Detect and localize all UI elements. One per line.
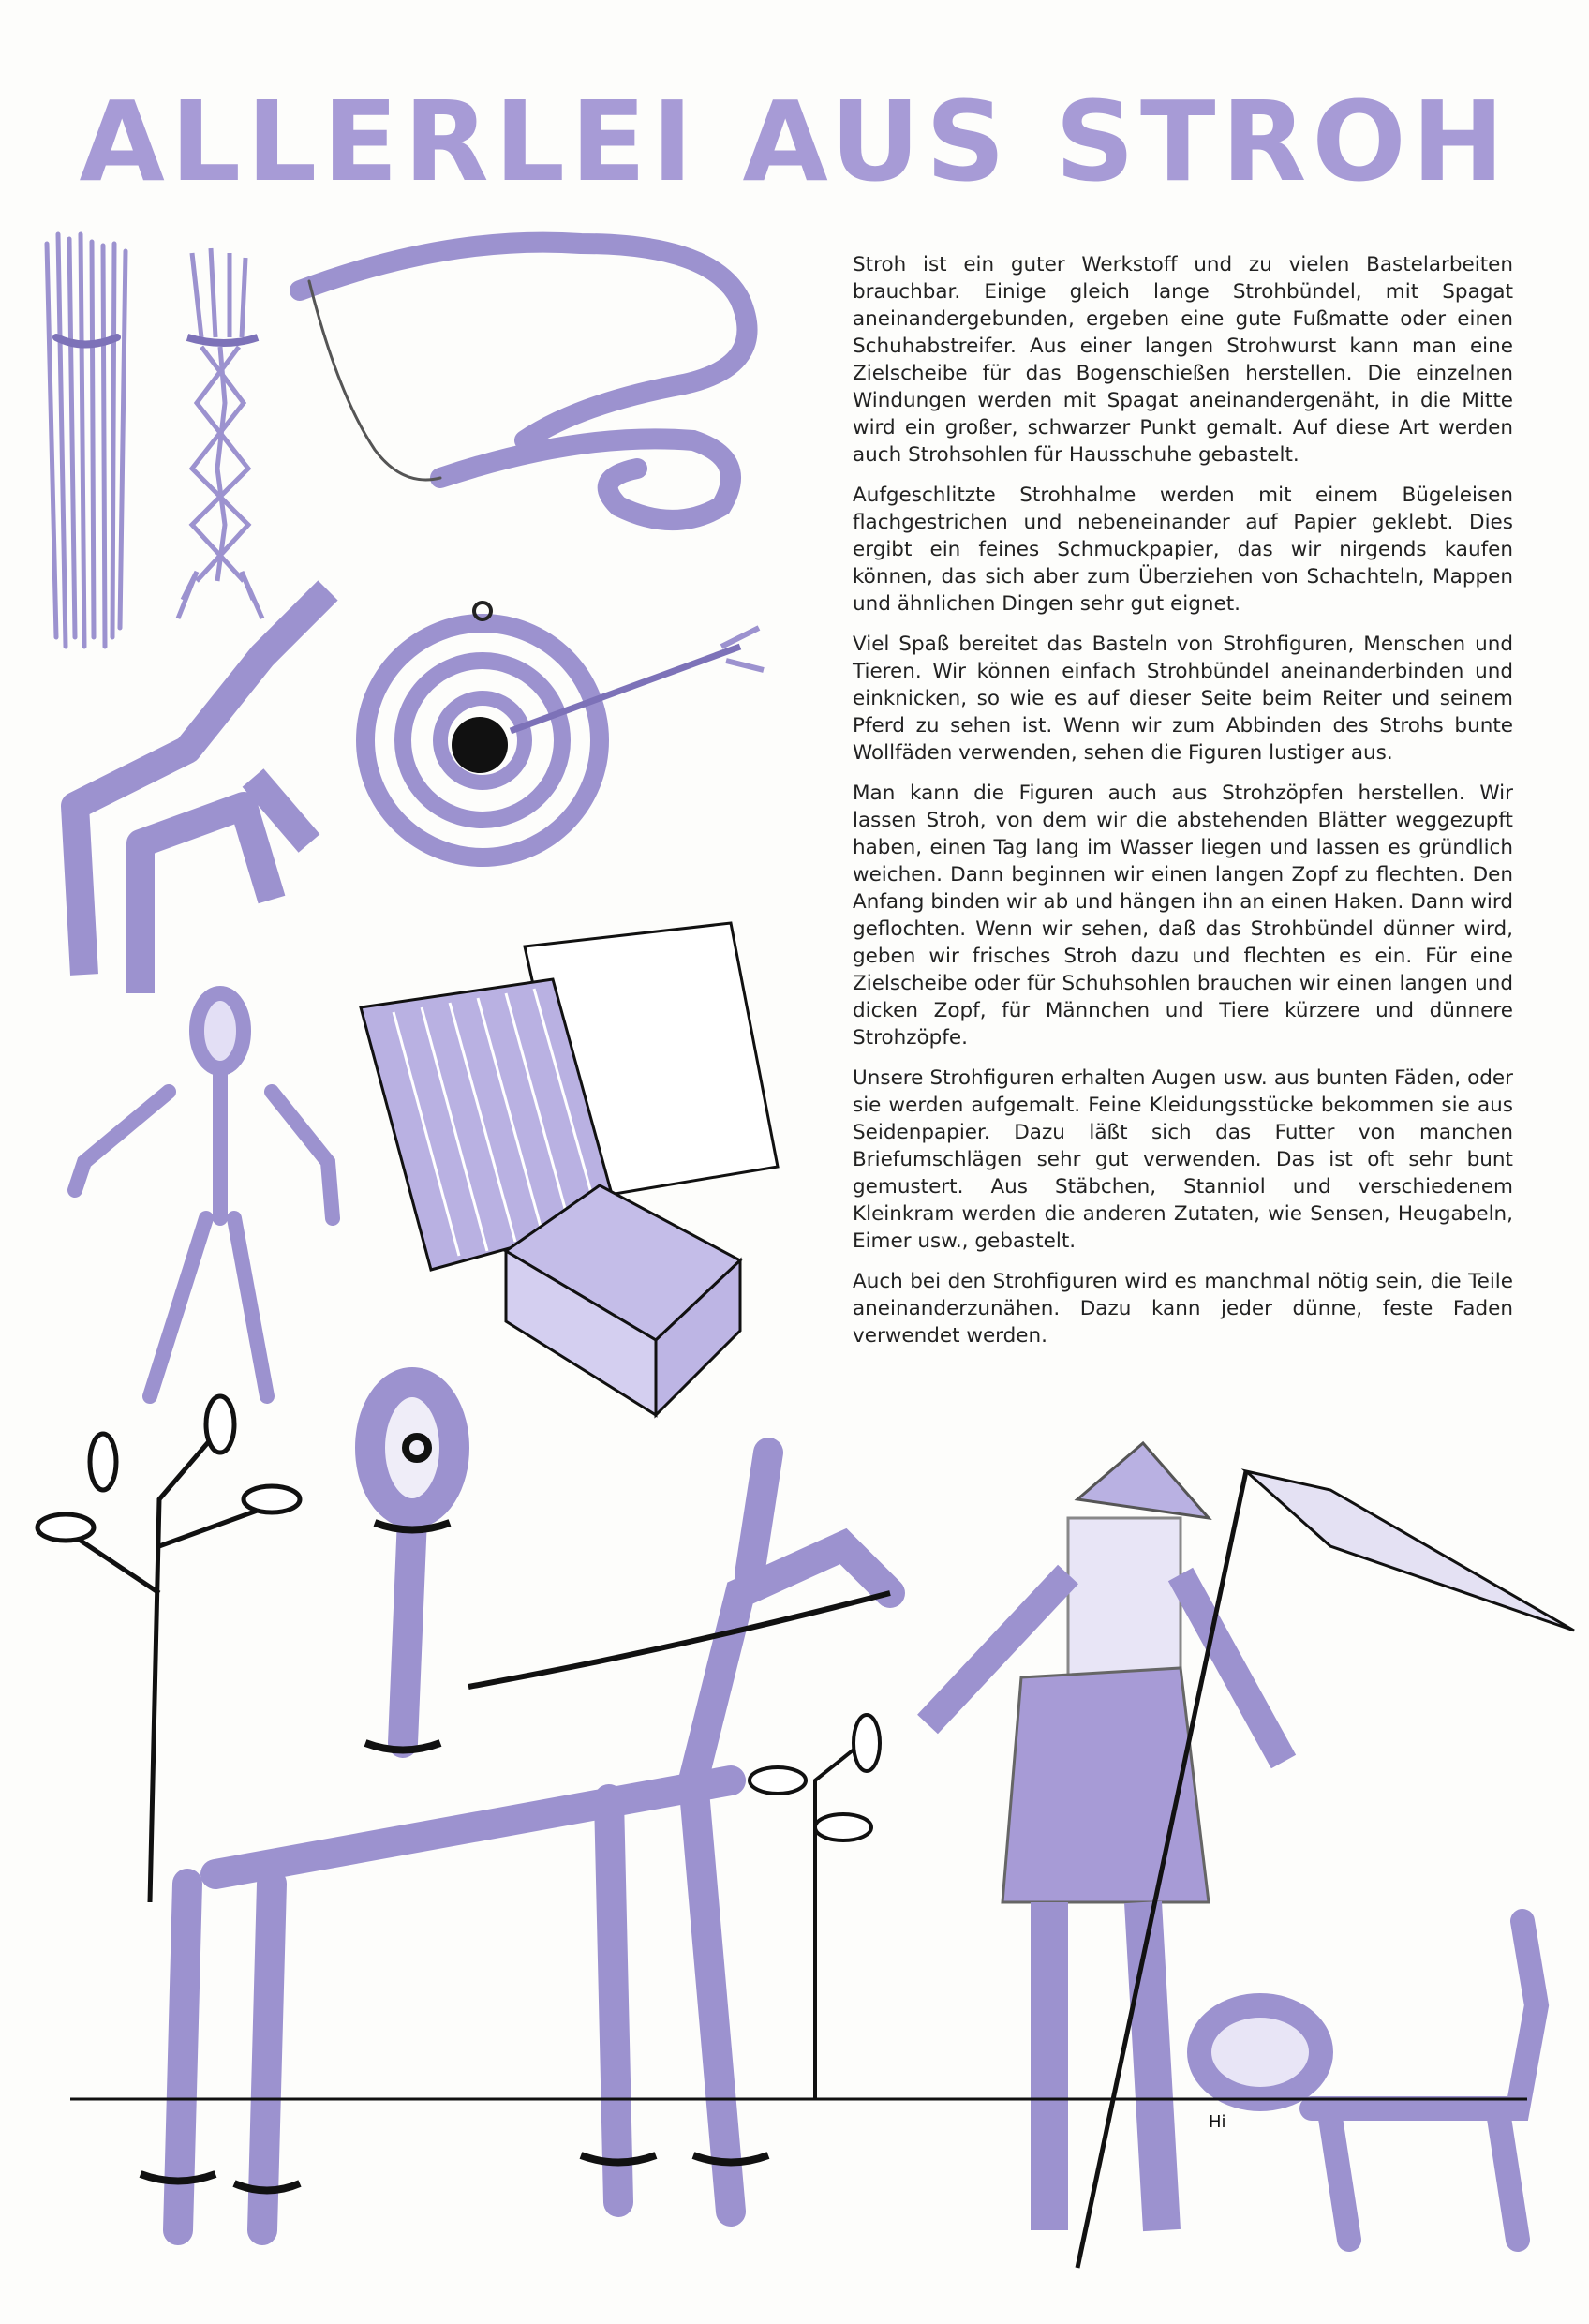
straw-dog-illustration [1199, 1921, 1537, 2240]
paragraph-4: Man kann die Figuren auch aus Strohzöpfen herstellen. Wir lassen Stroh, von dem wir die abstehenden Blätter weggezupft haben, einen Tag lang im Wasser liegen und lassen es gründlich weichen. Dann beginnen wir einen langen Zopf zu flechten. Den Anfang binden wir ab und hängen ihn an einen Haken. Dann wird geflochten. Wenn wir sehen, daß das Strohbündel dünner wird, geben wir frisches Stroh dazu und flechten es ein. Für eine Zielscheibe oder für Schuhsohlen brauchen wir einen langen und dicken Zopf, für Männchen und Tiere kürzere und dünnere Strohzöpfe. [853, 782, 1513, 1050]
straw-man-illustration [75, 993, 333, 1396]
tree-illustration [37, 1396, 300, 1902]
paragraph-1: Stroh ist ein guter Werkstoff und zu vielen Bastelarbeiten brauchbar. Einige gleich lange Strohbündel, mit Spagat aneinandergebunden, ergeben eine gute Fußmatte oder einen Schuhabstreifer. Aus einer langen Strohwurst kann man eine Zielscheibe für das Bogenschießen herstellen. Die einzelnen Windungen werden mit Spagat aneinandergenäht, in die Mitte wird ein großer, schwarzer Punkt gemalt. Auf diese Art werden auch Strohsohlen für Hausschuhe gebastelt. [853, 253, 1513, 467]
straw-target-illustration [365, 603, 764, 857]
braided-horse-illustration [75, 590, 328, 993]
straw-bundle-illustration [47, 234, 126, 647]
paragraph-2: Aufgeschlitzte Strohhalme werden mit einem Bügeleisen flachgestrichen und nebeneinander auf Papier geklebt. Dies ergibt ein feines Schmuckpapier, das wir nirgends kaufen können, das sich aber zum Überziehen von Schachteln, Mappen und ähnlichen Dingen sehr gut eignet. [853, 484, 1513, 616]
page-title: ALLERLEI AUS STROH [79, 77, 1510, 206]
braid-illustration [178, 248, 262, 618]
paragraph-3: Viel Spaß bereitet das Basteln von Strohfiguren, Menschen und Tieren. Wir können einfach Strohbündel aneinanderbinden und einknicken, so wie es auf dieser Seite beim Reiter und seinem Pferd zu sehen ist. Wenn wir zum Abbinden des Strohs bunte Wollfäden verwenden, sehen die Figuren lustiger aus. [853, 633, 1513, 765]
artist-signature: Hi [1209, 2112, 1226, 2132]
paragraph-5: Unsere Strohfiguren erhalten Augen usw. aus bunten Fäden, oder sie werden aufgemalt. Feine Kleidungsstücke bekommen sie aus Seidenpapier. Dazu läßt sich das Futter von manchen Briefumschlägen sehr gut verwenden. Das ist oft sehr bunt gemustert. Aus Stäbchen, Stanniol und verschiedenem Kleinkram werden die anderen Zutaten, wie Sensen, Heugabeln, Eimer usw., gebastelt. [853, 1066, 1513, 1253]
scarecrow-illustration [928, 1443, 1574, 2268]
bush-illustration [750, 1715, 880, 2099]
straw-rope-illustration [300, 243, 748, 520]
paragraph-6: Auch bei den Strohfiguren wird es manchmal nötig sein, die Teile aneinanderzunähen. Dazu kann jeder dünne, feste Faden verwendet werden. [853, 1270, 1513, 1348]
